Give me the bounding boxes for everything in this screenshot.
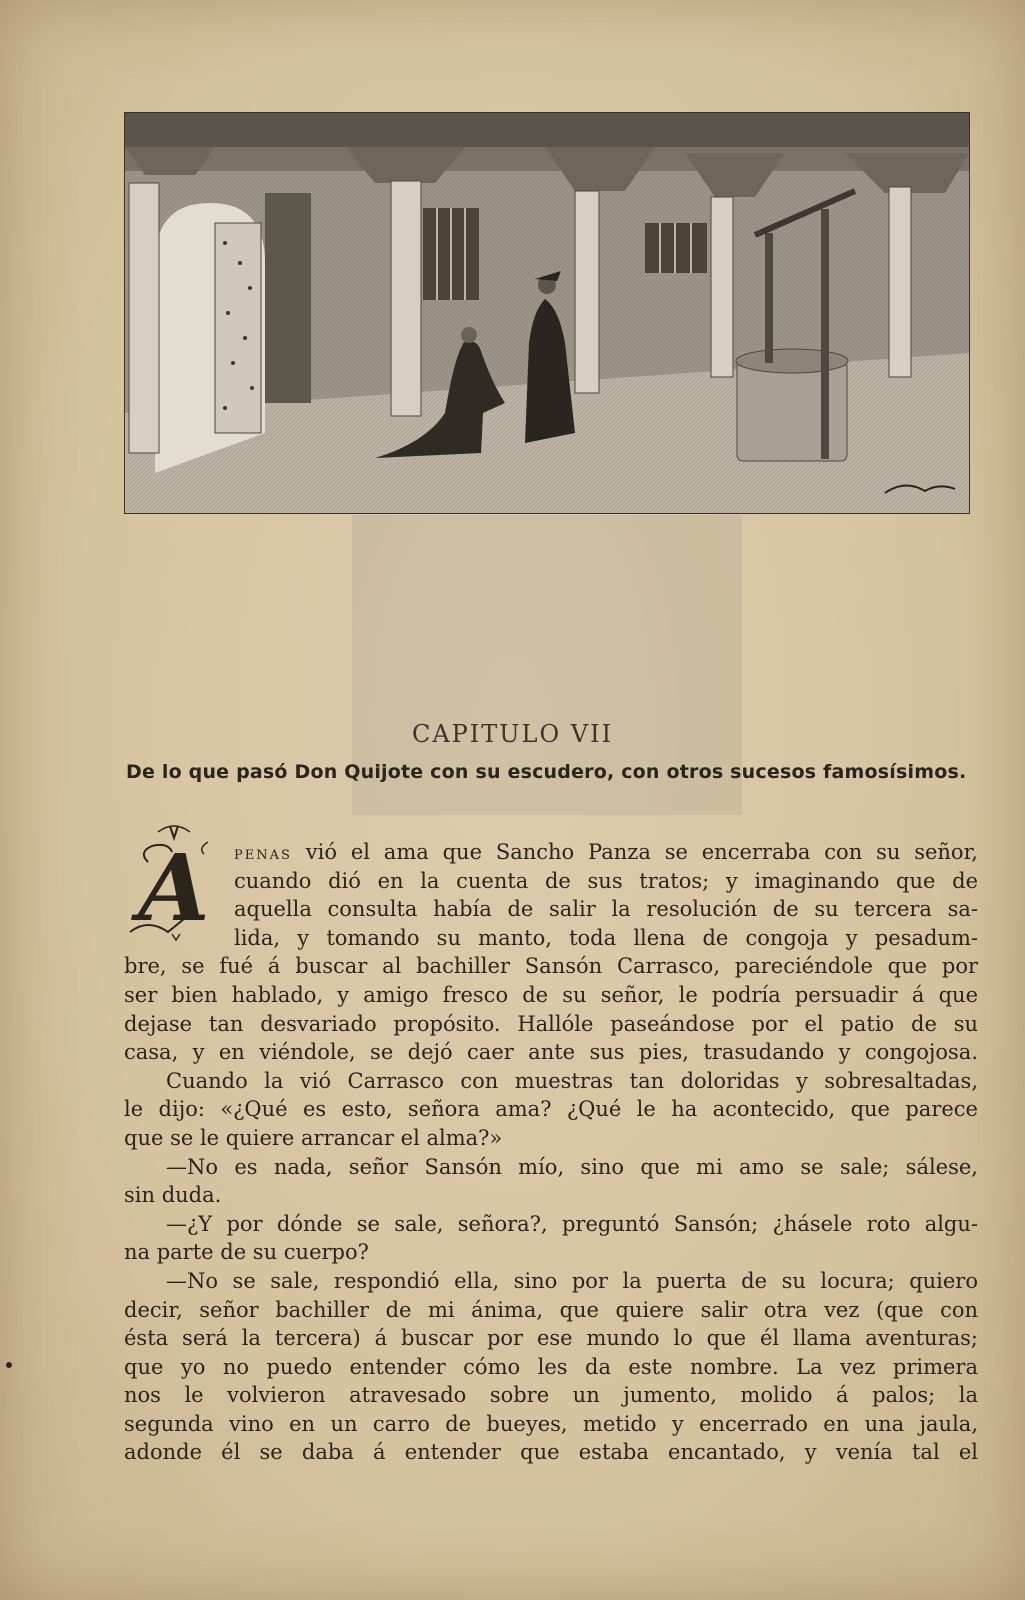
- text-line: Cuando la vió Carrasco con muestras tan doloridas y sobresaltadas,: [166, 1068, 978, 1093]
- chapter-illustration: [124, 112, 970, 514]
- text-line: decir, señor bachiller de mi ánima, que quiere salir otra vez (que con: [124, 1297, 978, 1322]
- drop-cap-letter: A: [138, 834, 210, 942]
- text-line: ésta será la tercera) á buscar por ese mundo lo que él llama aventuras;: [124, 1326, 978, 1351]
- text-line: na parte de su cuerpo?: [124, 1240, 369, 1265]
- text-line: que yo no puedo entender cómo les da este nombre. La vez primera: [124, 1354, 978, 1379]
- text-line: bre, se fué á buscar al bachiller Sansón Carrasco, pareciéndole que por: [124, 954, 978, 979]
- text-line: penas vió el ama que Sancho Panza se encerraba con su señor,: [234, 840, 978, 864]
- text-line: adonde él se daba á entender que estaba encantado, y venía tal el: [124, 1440, 978, 1465]
- text-line: sin duda.: [124, 1183, 222, 1208]
- text-line: casa, y en viéndole, se dejó caer ante sus pies, trasudando y congojosa.: [124, 1040, 978, 1065]
- text-line: que se le quiere arrancar el alma?»: [124, 1125, 503, 1150]
- text-line: cuando dió en la cuenta de sus tratos; y imaginando que de: [234, 868, 978, 893]
- chapter-subtitle: De lo que pasó Don Quijote con su escudero, con otros sucesos famosísimos.: [126, 761, 967, 783]
- chapter-title: CAPITULO VII: [411, 720, 614, 749]
- text-line: —No se sale, respondió ella, sino por la puerta de su locura; quiero: [166, 1268, 978, 1293]
- text-line: nos le volvieron atravesado sobre un jumento, molido á palos; la: [124, 1383, 978, 1408]
- text-line: aquella consulta había de salir la resolución de su tercera sa-: [234, 897, 978, 922]
- text-line: le dijo: «¿Qué es esto, señora ama? ¿Qué le ha acontecido, que parece: [124, 1097, 978, 1122]
- text-line: ser bien hablado, y amigo fresco de su señor, le podría persuadir á que: [124, 982, 978, 1007]
- text-line: segunda vino en un carro de bueyes, metido y encerrado en una jaula,: [124, 1411, 978, 1436]
- text-line: —No es nada, señor Sansón mío, sino que mi amo se sale; sálese,: [166, 1154, 978, 1179]
- text-line: —¿Y por dónde se sale, señora?, preguntó Sansón; ¿hásele roto algu-: [166, 1211, 978, 1236]
- margin-ink-spot: [6, 1362, 12, 1368]
- text-line: dejase tan desvariado propósito. Hallóle paseándose por el patio de su: [124, 1011, 978, 1036]
- chapter-body-text: [124, 838, 978, 1467]
- text-line: lida, y tomando su manto, toda llena de congoja y pesadum-: [234, 925, 978, 950]
